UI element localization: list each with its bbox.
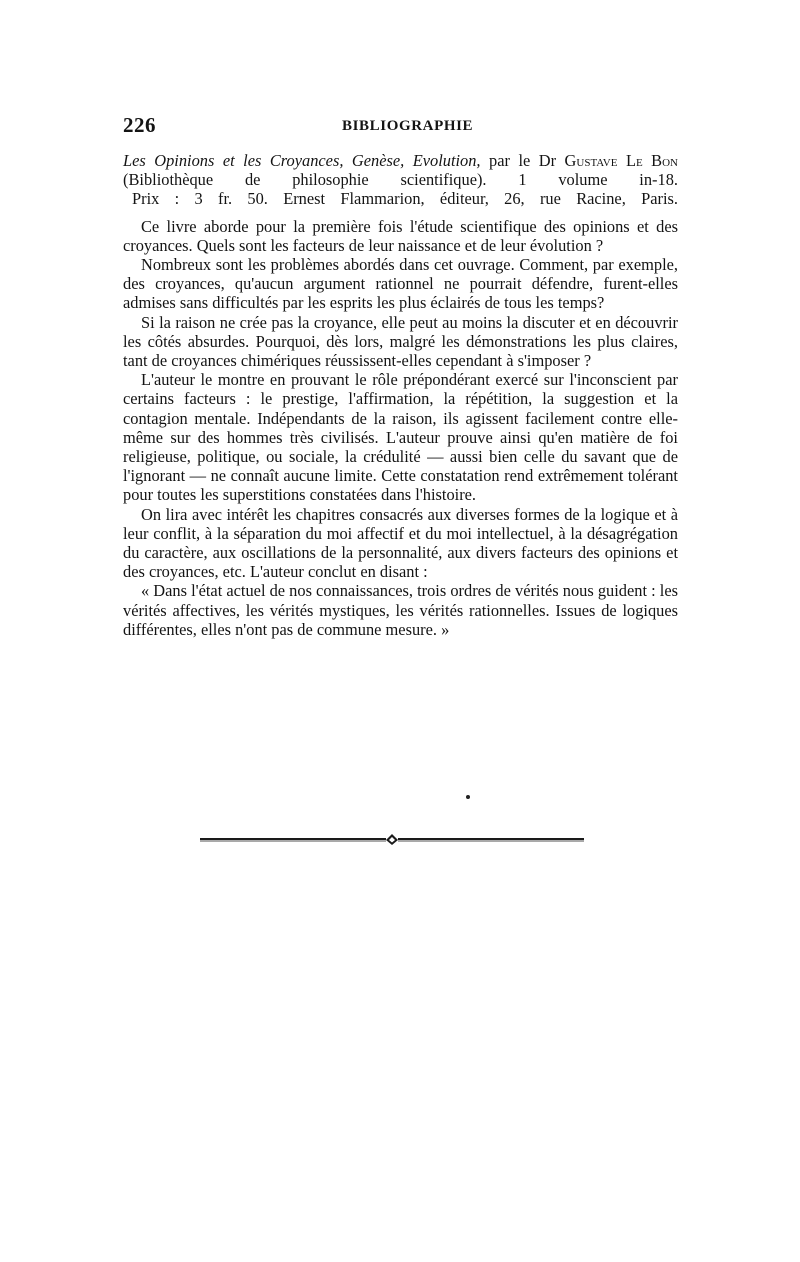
page-number: 226 [123, 113, 156, 137]
citation-line-title [123, 151, 678, 189]
paragraph: Ce livre aborde pour la première fois l'étude scientifique des opinions et des croyances. Quels sont les facteurs de leur naissance et de leur évolution ? [123, 216, 678, 255]
citation-series: (Bibliothèque de philosophie scientifique). 1 volume in-18. [123, 170, 678, 190]
paragraph: L'auteur le montre en prouvant le rôle prépondérant exercé sur l'inconscient par certains facteurs : le prestige, l'affirmation, la répétition, la suggestion et la contagion mentale. Indépendants de la raison, ils agissent facilement contre elle-même sur des hommes très civilisés. L'auteur prouve ainsi qu'en matière de foi religieuse, politique, ou sociale, la crédulité — aussi bien celle du savant que de l'ignorant — ne connaît aucune limite. Cette constatation rend extrêmement tolérant pour toutes les superstitions constatées dans l'histoire. [123, 370, 678, 505]
paragraph: Si la raison ne crée pas la croyance, elle peut au moins la discuter et en découvrir les côtés absurdes. Pourquoi, dès lors, malgré les démonstrations les plus claires, tant de croyances chimériques réussissent-elles cependant à s'imposer ? [123, 312, 678, 371]
section-end-ornament [200, 832, 584, 846]
author-name: Gustave Le Bon [564, 151, 678, 170]
bibliography-entry [123, 151, 678, 639]
paragraph: Nombreux sont les problèmes abordés dans cet ouvrage. Comment, par exemple, des croyances, qu'aucun argument rationnel ne pourrait défendre, furent-elles admises sans difficultés par les esprits les plus éclairés de tous les temps? [123, 255, 678, 313]
book-title: Les Opinions et les Croyances, Genèse, Evolution, [123, 151, 481, 170]
review-text [123, 217, 678, 639]
paragraph: « Dans l'état actuel de nos connaissances, trois ordres de vérités nous guident : les vérités affectives, les vérités mystiques, les vérités rationnelles. Issues de logiques différentes, elles n'ont pas de commune mesure. » [123, 581, 678, 639]
author-prefix: Dr [538, 151, 557, 170]
citation-details: Prix : 3 fr. 50. Ernest Flammarion, éditeur, 26, rue Racine, Paris. [132, 189, 678, 209]
running-head: BIBLIOGRAPHIE [342, 118, 474, 134]
page-header [123, 113, 678, 143]
ink-speck [466, 795, 470, 799]
paragraph: On lira avec intérêt les chapitres consacrés aux diverses formes de la logique et à leur conflit, à la séparation du moi affectif et du moi intellectuel, à la désagrégation du caractère, aux oscillations de la personnalité, aux divers facteurs des opinions et des croyances, etc. L'auteur conclut en disant : [123, 504, 678, 582]
citation [123, 151, 678, 209]
citation-by: par le [489, 151, 531, 170]
